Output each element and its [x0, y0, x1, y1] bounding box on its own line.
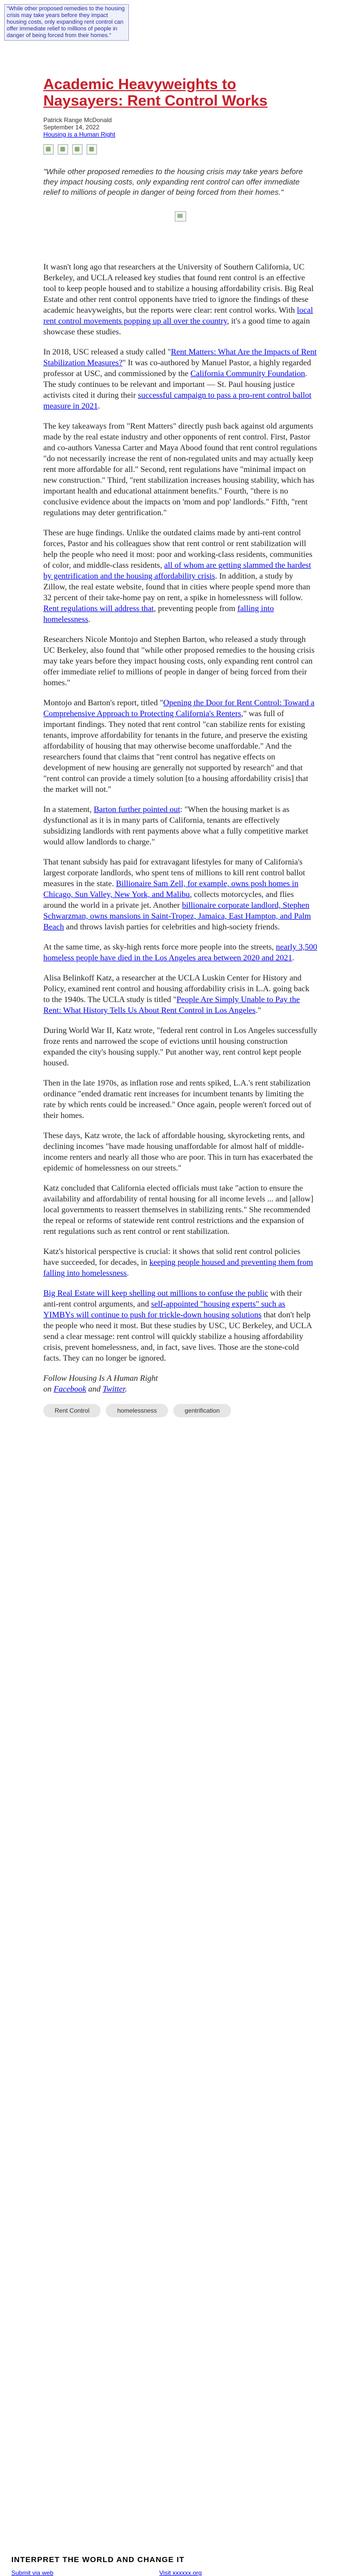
- author: Patrick Range McDonald: [43, 116, 112, 124]
- paragraph: Katz concluded that California elected officials must take "action to ensure the availability and affordability of rental housing for all income levels ... and [allow] local governments to reassert themselves in stabilizing rents." She recommended the repeal or reforms of statewide rent control restrictions and the expansion of rent regulations such as rent control or rent stabilization.: [43, 1184, 314, 1236]
- publish-date: September 14, 2022: [43, 124, 100, 131]
- pull-quote: "While other proposed remedies to the housing crisis may take years before they impact housing costs, only expanding rent control can offer immediate relief to millions of people in danger of being forced from their homes.": [43, 167, 303, 197]
- paragraph: In 2018, USC released a study called "Rent Matters: What Are the Impacts of Rent Stabilization Measures?" It was co-authored by Manuel Pastor, a highly regarded professor at USC, and commissioned by the California Community Foundation. The study continues to be relevant and important — St. Paul housing justice activists cited it during their successful campaign to pass a pro-rent control ballot measure in 2021.: [43, 348, 317, 411]
- link[interactable]: California Community Foundation: [190, 369, 305, 378]
- link[interactable]: Barton further pointed out: [93, 805, 180, 814]
- link[interactable]: falling into homelessness: [43, 604, 274, 624]
- tag-homelessness[interactable]: homelessness: [106, 1404, 168, 1417]
- link[interactable]: local rent control movements popping up all over the country: [43, 306, 313, 326]
- category-link[interactable]: Housing is a Human Right: [43, 131, 116, 138]
- article-meta: [43, 116, 318, 138]
- email-icon[interactable]: [87, 144, 97, 155]
- article-image-icon: [175, 211, 186, 222]
- paragraph: Researchers Nicole Montojo and Stephen Barton, who released a study through UC Berkeley, also found that "while other proposed remedies to the housing crisis may take years before they impact housing costs, only expanding rent control can offer immediate relief to millions of people in danger of being forced from their homes.": [43, 635, 315, 687]
- link[interactable]: Opening the Door for Rent Control: Toward a Comprehensive Approach to Protecting California's Renters: [43, 699, 315, 718]
- link[interactable]: successful campaign to pass a pro-rent control ballot measure in 2021: [43, 391, 311, 411]
- tag-list: [43, 1404, 250, 1417]
- article-body: [43, 262, 318, 1395]
- twitter-icon[interactable]: [58, 144, 68, 155]
- footer-heading: INTERPRET THE WORLD AND CHANGE IT: [11, 2555, 185, 2564]
- paragraph: Montojo and Barton's report, titled "Opening the Door for Rent Control: Toward a Comprehensive Approach to Protecting California's Renters," was full of important findings. They noted that rent control "can stabilize rents for existing tenants, improve affordability for tenants in the future, and preserve the existing affordability of housing that may otherwise become unaffordable." And the researchers found that claims that "rent control has negative effects on development of new housing are generally not supported by research" and that "rent control can provide a timely solution [to a housing affordability crisis] that the market will not.": [43, 699, 315, 794]
- footer-column-2: [159, 2569, 202, 2576]
- article-title-link[interactable]: [43, 76, 318, 109]
- paragraph: In a statement, Barton further pointed out: "When the housing market is as dysfunctional as it is in many parts of California, tenants are effectively subsidizing landlords with rent payments above what a fully competitive market would allow landlords to charge.": [43, 805, 308, 846]
- link[interactable]: all of whom are getting slammed the hardest by gentrification and the housing affordability crisis: [43, 561, 311, 581]
- social-share-bar: [43, 144, 318, 155]
- footer-link-submit-web[interactable]: Submit via web: [11, 2569, 54, 2576]
- link[interactable]: self-appointed "housing experts" such as YIMBYs will continue to push for trickle-down housing solutions: [43, 1300, 286, 1319]
- paragraph: During World War II, Katz wrote, "federal rent control in Los Angeles successfully froze rents and narrowed the scope of evictions until housing construction expanded the city's housing supply." Put another way, rent control kept people housed.: [43, 1026, 318, 1067]
- facebook-link[interactable]: Facebook: [54, 1385, 87, 1394]
- link[interactable]: Rent regulations will address that: [43, 604, 154, 613]
- footer-column-1: [11, 2569, 87, 2576]
- footer-link-visit-site[interactable]: Visit xxxxxx.org: [159, 2569, 202, 2576]
- follow-cta: Follow Housing Is A Human Right on Facebook and Twitter.: [43, 1374, 158, 1394]
- email-footer: [0, 2555, 361, 2576]
- paragraph: Katz's historical perspective is crucial: it shows that solid rent control policies have succeeded, for decades, in keeping people housed and preventing them from falling into homelessness.: [43, 1247, 313, 1278]
- article-title: Academic Heavyweights to Naysayers: Rent Control Works: [43, 76, 268, 109]
- tag-rent-control[interactable]: Rent Control: [43, 1404, 101, 1417]
- link[interactable]: Billionaire Sam Zell, for example, owns posh homes in Chicago, Sun Valley, New York, and Malibu: [43, 879, 299, 899]
- paragraph: At the same time, as sky-high rents force more people into the streets, nearly 3,500 homeless people have died in the Los Angeles area between 2020 and 2021.: [43, 943, 317, 962]
- link[interactable]: Big Real Estate will keep shelling out millions to confuse the public: [43, 1289, 268, 1298]
- email-preview-text: "While other proposed remedies to the housing crisis may take years before they impact housing costs, only expanding rent control can offer immediate relief to millions of people in danger of being forced from their homes.": [4, 4, 129, 41]
- paragraph: These are huge findings. Unlike the outdated claims made by anti-rent control forces, Pastor and his colleagues show that rent control or rent stabilization will help the people who need it most: poor and working-class residents, communities of color, and middle-class residents, all of whom are getting slammed the hardest by gentrification and the housing affordability crisis. In addition, a study by Zillow, the real estate website, found that in cities where people spend more than 32 percent of their take-home pay on rent, a spike in homelessness will follow. Rent regulations will address that, preventing people from falling into homelessness.: [43, 529, 313, 624]
- linkedin-icon[interactable]: [72, 144, 83, 155]
- article-container: [43, 76, 318, 1417]
- link[interactable]: People Are Simply Unable to Pay the Rent: What History Tells Us About Rent Control in Los Angeles: [43, 995, 300, 1015]
- link[interactable]: Rent Matters: What Are the Impacts of Rent Stabilization Measures?: [43, 348, 317, 367]
- paragraph: These days, Katz wrote, the lack of affordable housing, skyrocketing rents, and declining incomes "have made housing unaffordable for almost half of middle-income renters and nearly all those who are poor. This in turn has exacerbated the epidemic of homelessness on our streets.": [43, 1131, 313, 1173]
- paragraph: That tenant subsidy has paid for extravagant lifestyles for many of California's largest corporate landlords, who spent tens of millions to kill rent control ballot measures in the state. Billionaire Sam Zell, for example, owns posh homes in Chicago, Sun Valley, New York, and Malibu, collects motorcycles, and flies around the world in a private jet. Another billionaire corporate landlord, Stephen Schwarzman, owns mansions in Saint-Tropez, Jamaica, East Hampton, and Palm Beach and throws lavish parties for celebrities and high-society friends.: [43, 858, 311, 931]
- paragraph: It wasn't long ago that researchers at the University of Southern California, UC Berkeley, and UCLA released key studies that found rent control is an effective tool to keep people housed and to stabilize a housing affordability crisis. Big Real Estate and other rent control opponents have tried to ignore the findings of these academic heavyweights, but the reports were clear: rent control works. With local rent control movements popping up all over the country, it's a good time to again showcase these studies.: [43, 263, 314, 336]
- link[interactable]: billionaire corporate landlord, Stephen Schwarzman, owns mansions in Saint-Tropez, Jamaica, East Hampton, and Palm Beach: [43, 901, 311, 931]
- paragraph: The key takeaways from "Rent Matters" directly push back against old arguments made by the real estate industry and other opponents of rent control. First, Pastor and co-authors Vanessa Carter and Maya Abood found that rent control regulations "do not necessarily increase the rent of non-regulated units and may actually keep rent more affordable for all." Second, rent regulations have "minimal impact on new construction." Third, "rent stabilization increases housing stability, which has important health and educational attainment benefits." Fourth, "there is no conclusive evidence about the impacts on 'mom and pop' landlords." Fifth, "rent regulations may deter gentrification.": [43, 422, 317, 517]
- paragraph: Big Real Estate will keep shelling out millions to confuse the public with their anti-rent control arguments, and self-appointed "housing experts" such as YIMBYs will continue to push for trickle-down housing solutions that don't help the people who need it most. But these studies by USC, UC Berkeley, and UCLA send a clear message: rent control will quickly stabilize a housing affordability crisis, prevent homelessness, and, in fact, save lives. Those are the stone-cold facts. They can no longer be ignored.: [43, 1289, 312, 1363]
- twitter-link[interactable]: Twitter: [103, 1385, 125, 1394]
- link[interactable]: keeping people housed and preventing them from falling into homelessness: [43, 1258, 313, 1278]
- tag-gentrification[interactable]: gentrification: [173, 1404, 231, 1417]
- paragraph: Alisa Belinkoff Katz, a researcher at the UCLA Luskin Center for History and Policy, examined rent control and housing affordability crisis in L.A. going back to the 1940s. The UCLA study is titled "People Are Simply Unable to Pay the Rent: What History Tells Us About Rent Control in Los Angeles.": [43, 974, 309, 1015]
- link[interactable]: nearly 3,500 homeless people have died in the Los Angeles area between 2020 and 2021: [43, 943, 317, 962]
- facebook-icon[interactable]: [43, 144, 54, 155]
- paragraph: Then in the late 1970s, as inflation rose and rents spiked, L.A.'s rent stabilization ordinance "ended dramatic rent increases for incumbent tenants by limiting the rate by which rents could be increased." Once again, people weren't forced out of their homes.: [43, 1079, 311, 1120]
